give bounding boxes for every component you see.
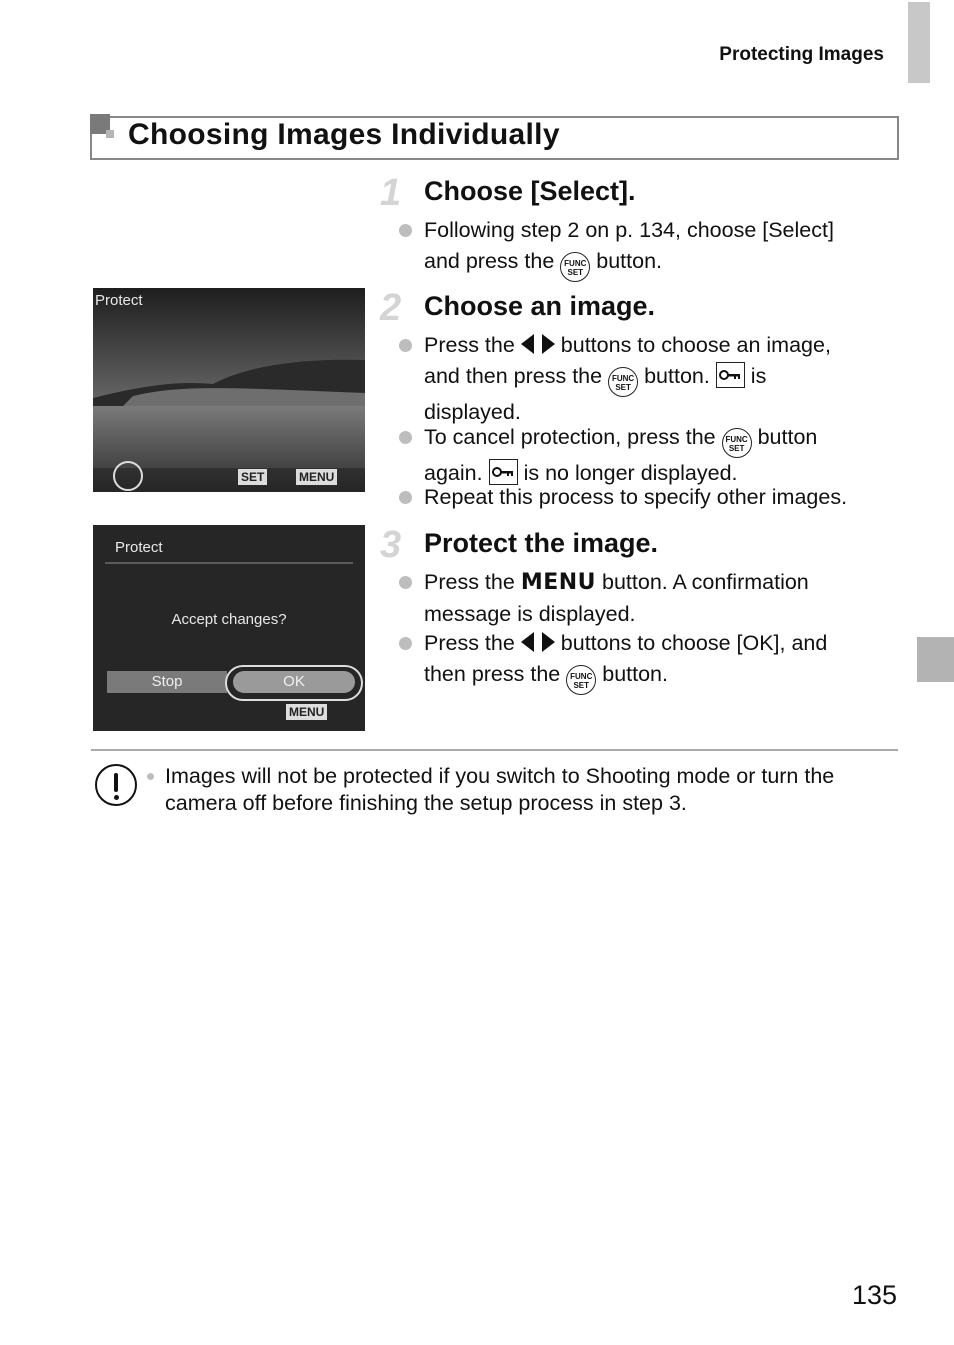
step-title: Protect the image. [424, 528, 659, 558]
step-bullet [399, 567, 899, 629]
bullet-text: button. [596, 248, 662, 273]
caution-icon [95, 764, 137, 806]
step-bullet [399, 422, 899, 489]
step-bullet [399, 215, 899, 282]
step-number: 3 [380, 524, 402, 566]
bullet-dot [399, 576, 412, 589]
step-number: 1 [380, 172, 402, 214]
menu-button-icon: MENU [520, 570, 597, 595]
bullet-dot [399, 431, 412, 444]
func-set-button-icon: FUNC SET [722, 428, 752, 458]
bullet-text: Following step 2 on p. 134, choose [Select] [424, 218, 834, 242]
ok-option: OK [233, 671, 355, 693]
step-title: Choose [Select]. [424, 176, 636, 206]
bullet-dot [399, 224, 412, 237]
func-set-button-icon: FUNC SET [608, 367, 638, 397]
protect-indicator-icon [113, 461, 143, 491]
step-title: Choose an image. [424, 291, 656, 321]
left-right-arrows-icon [521, 333, 555, 355]
func-set-button-icon: FUNC SET [566, 665, 596, 695]
set-button-hint: SET [238, 469, 267, 485]
bullet-dot [399, 491, 412, 504]
caution-note [145, 763, 895, 817]
screen-divider [105, 562, 353, 564]
bullet-text: is [750, 363, 767, 388]
running-header: Protecting Images [719, 44, 884, 65]
menu-button-hint: MENU [286, 704, 327, 720]
section-marker-accent [106, 130, 114, 138]
bullet-text: is no longer displayed. [523, 461, 738, 485]
screen-title: Protect [95, 292, 143, 309]
screen-title: Protect [115, 539, 163, 556]
confirmation-message: Accept changes? [171, 611, 287, 628]
step-bullet [399, 330, 899, 427]
bullet-text: message is displayed. [424, 601, 636, 626]
bullet-text: buttons to choose an image, [560, 333, 831, 357]
section-divider [91, 749, 898, 751]
bullet-text: displayed. [424, 399, 521, 424]
camera-screen-confirm [93, 525, 365, 731]
bullet-text: button. A confirmation [602, 570, 809, 594]
caution-note-text: Images will not be protected if you switch to Shooting mode or turn the camera off before finishing the setup process in step 3. [165, 764, 835, 815]
stop-option: Stop [107, 671, 227, 693]
bullet-dot [147, 773, 154, 780]
menu-button-hint: MENU [296, 469, 337, 485]
left-right-arrows-icon [521, 631, 555, 653]
page-number: 135 [852, 1280, 898, 1310]
protect-key-icon [716, 362, 745, 388]
chapter-tab-marker [917, 637, 954, 682]
bullet-dot [399, 637, 412, 650]
bullet-text: Repeat this process to specify other images. [424, 485, 848, 509]
func-set-button-icon: FUNC SET [560, 252, 590, 282]
step-bullet [399, 482, 899, 513]
bullet-text: button. [644, 363, 710, 388]
bullet-dot [399, 339, 412, 352]
bullet-text: Press the [424, 570, 515, 594]
bullet-text: again. [424, 461, 483, 485]
bullet-text: button [757, 425, 818, 449]
bullet-text: button. [602, 661, 668, 686]
bullet-text: then press the [424, 661, 561, 686]
camera-screen-protect-image [93, 288, 365, 492]
header-tab-marker [908, 2, 930, 83]
bullet-text: To cancel protection, press the [424, 425, 716, 449]
section-title: Choosing Images Individually [128, 118, 560, 151]
step-number: 2 [380, 287, 402, 329]
bullet-text: Press the [424, 333, 515, 357]
bullet-text: and then press the [424, 363, 603, 388]
bullet-text: buttons to choose [OK], and [560, 631, 828, 655]
step-bullet [399, 628, 899, 695]
bullet-text: and press the [424, 248, 555, 273]
bullet-text: Press the [424, 631, 515, 655]
